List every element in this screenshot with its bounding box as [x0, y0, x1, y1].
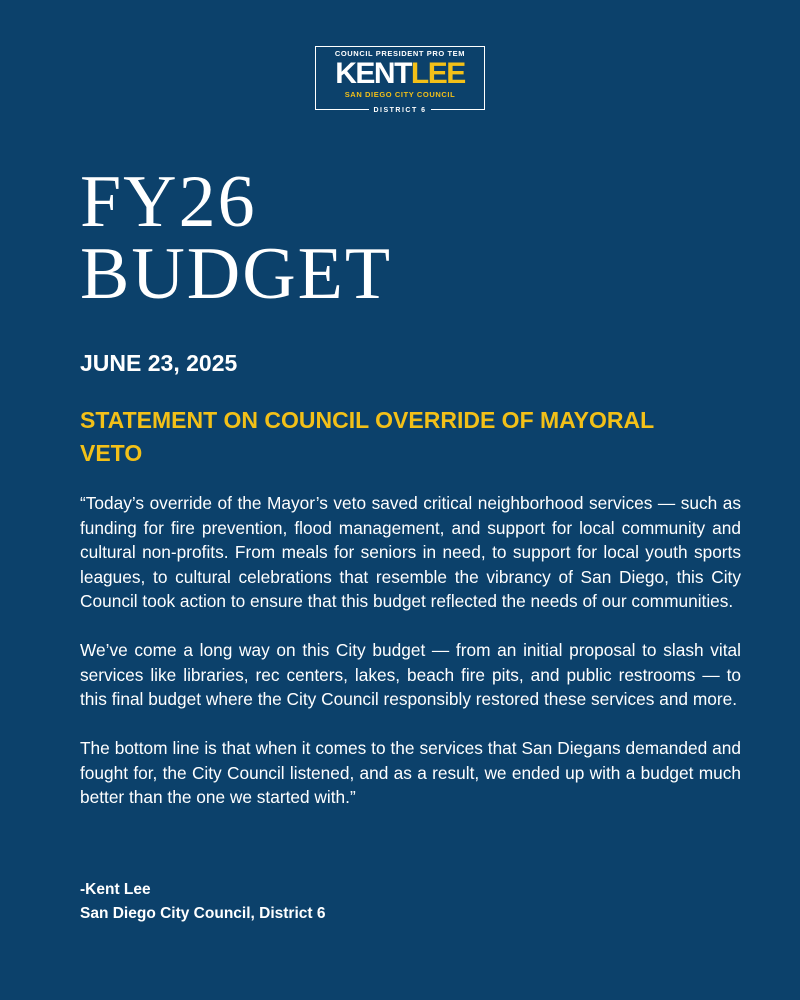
logo — [315, 46, 485, 114]
headline-line-2: BUDGET — [80, 233, 393, 315]
logo-district-wrap — [315, 102, 485, 117]
signature — [80, 878, 325, 926]
headline-line-1: FY26 — [80, 161, 257, 243]
logo-name — [315, 58, 485, 90]
logo-first-name: KENT — [335, 57, 411, 90]
logo-district: DISTRICT 6 — [369, 105, 430, 117]
logo-subtitle: SAN DIEGO CITY COUNCIL — [344, 90, 456, 99]
logo-last-name: LEE — [410, 57, 465, 90]
body-paragraph-1: “Today’s override of the Mayor’s veto saved critical neighborhood services — such as funding for fire prevention, flood management, and support for local community and cultural non-profits. From meals for seniors in need, to support for local youth sports leagues, to cultural celebrations that resemble the vibrancy of San Diego, this City Council took action to ensure that this budget reflected the needs of our communities. — [80, 493, 741, 611]
body-paragraph-3: The bottom line is that when it comes to the services that San Diegans demanded and fought for, the City Council listened, and as a result, we ended up with a budget much better than the one we started with.” — [80, 738, 741, 807]
signature-title: San Diego City Council, District 6 — [80, 905, 326, 922]
statement-body — [80, 491, 741, 810]
body-paragraph-2: We’ve come a long way on this City budget — from an initial proposal to slash vital services like libraries, rec centers, lakes, beach fire pits, and public restrooms — to this final budget where the City Council responsibly restored these services and more. — [80, 640, 741, 709]
statement-subhead: STATEMENT ON COUNCIL OVERRIDE OF MAYORAL VETO — [80, 407, 654, 466]
headline — [80, 161, 740, 315]
statement-date: JUNE 23, 2025 — [80, 350, 238, 376]
logo-top-line: COUNCIL PRESIDENT PRO TEM — [334, 49, 466, 58]
signature-name: -Kent Lee — [80, 881, 151, 898]
